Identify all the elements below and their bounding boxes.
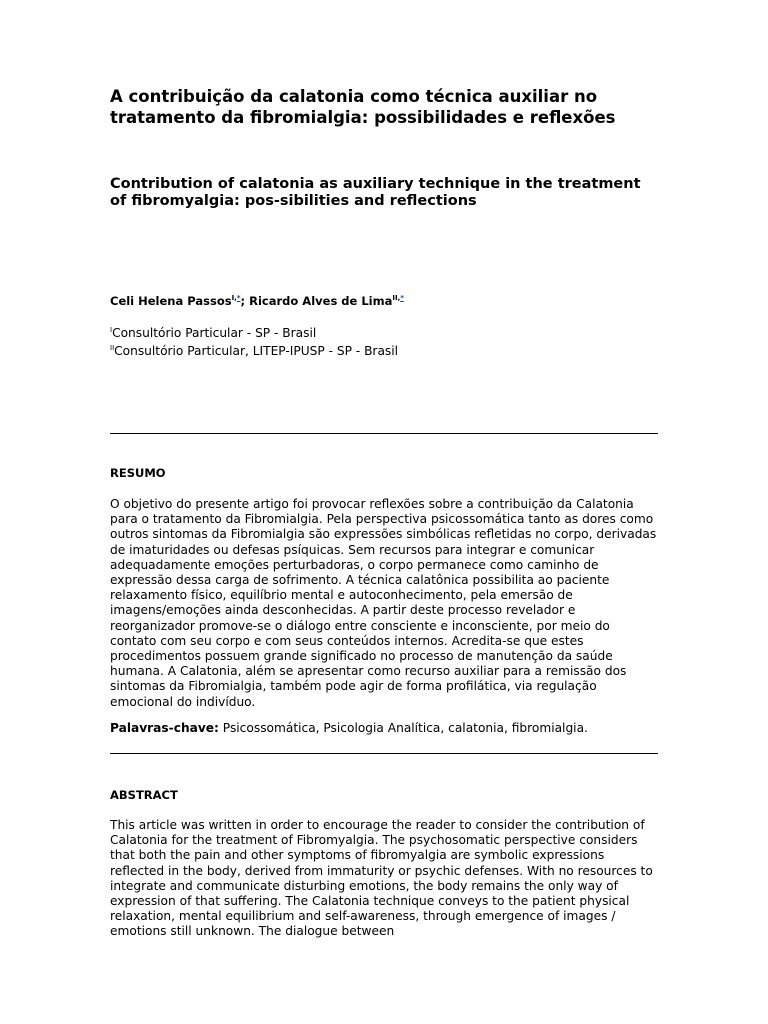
resumo-paragraph: O objetivo do presente artigo foi provocar reflexões sobre a contribuição da Calatonia para o tratamento da Fibromialgia. Pela perspectiva psicossomática tanto as dores como outros sintomas da Fibromialgia são expressões simbólicas refletidas no corpo, derivadas de imaturidades ou defesas psíquicas. Sem recursos para integrar e comunicar adequadamente emoções perturbadoras, o corpo permanece como caminho de expressão dessa carga de sofrimento. A técnica calatônica possibilita ao paciente relaxamento físico, equilíbrio mental e autoconhecimento, pela emersão de imagens/emoções ainda desconhecidas. A partir deste processo revelador e reorganizador promove-se o diálogo entre consciente e inconsciente, por meio do contato com seu corpo e com seus conteúdos internos. Acredita-se que estes procedimentos possuem grande significado no processo de manutenção da saúde humana. A Calatonia, além se apresentar como recurso auxiliar para a remissão dos sintomas da Fibromialgia, também pode agir de forma profilática, via regulação emocional do indivíduo.	[110, 497, 657, 709]
affiliation-text: Consultório Particular, LITEP-IPUSP - SP - Brasil	[114, 344, 399, 358]
affiliation-text: Consultório Particular - SP - Brasil	[112, 326, 317, 340]
abstract-heading: ABSTRACT	[110, 788, 178, 802]
keywords-label: Palavras-chave:	[110, 721, 219, 735]
section-divider	[110, 753, 658, 754]
author-affiliation-marker: II,*	[392, 294, 404, 302]
affiliation-marker: II	[110, 344, 115, 352]
keywords-line	[110, 721, 658, 736]
abstract-paragraph: This article was written in order to encourage the reader to consider the contribution of Calatonia for the treatment of Fibromyalgia. The psychosomatic perspective considers that both the pain and other symptoms of fibromyalgia are symbolic expressions reflected in the body, derived from immaturity or psychic defenses. With no resources to integrate and communicate disturbing emotions, the body remains the only way of expression of that suffering. The Calatonia technique conveys to the patient physical relaxation, mental equilibrium and self-awareness, through emergence of images / emotions still unknown. The dialogue between	[110, 818, 653, 939]
resumo-heading: RESUMO	[110, 466, 166, 480]
author-footnote-link[interactable]: *	[236, 294, 241, 302]
affiliation-item	[110, 323, 658, 341]
affiliation-list	[110, 323, 658, 359]
author-name: Ricardo Alves de Lima	[249, 294, 393, 308]
keywords-text: Psicossomática, Psicologia Analítica, calatonia, fibromialgia.	[218, 721, 588, 735]
affiliation-item	[110, 341, 658, 359]
author-footnote-link[interactable]: *	[400, 294, 404, 302]
affiliation-marker: I	[110, 326, 113, 334]
article-title-portuguese: A contribuição da calatonia como técnica auxiliar no tratamento da fibromialgia: possibilidades e reflexões	[110, 87, 616, 127]
article-title-english: Contribution of calatonia as auxiliary technique in the treatment of fibromyalgia: pos-sibilities and reflections	[110, 176, 641, 209]
section-divider	[110, 433, 658, 434]
author-name: Celi Helena Passos	[110, 294, 232, 308]
author-affiliation-marker: I,*	[231, 294, 241, 302]
author-separator: ;	[240, 294, 250, 308]
author-list	[110, 291, 658, 308]
